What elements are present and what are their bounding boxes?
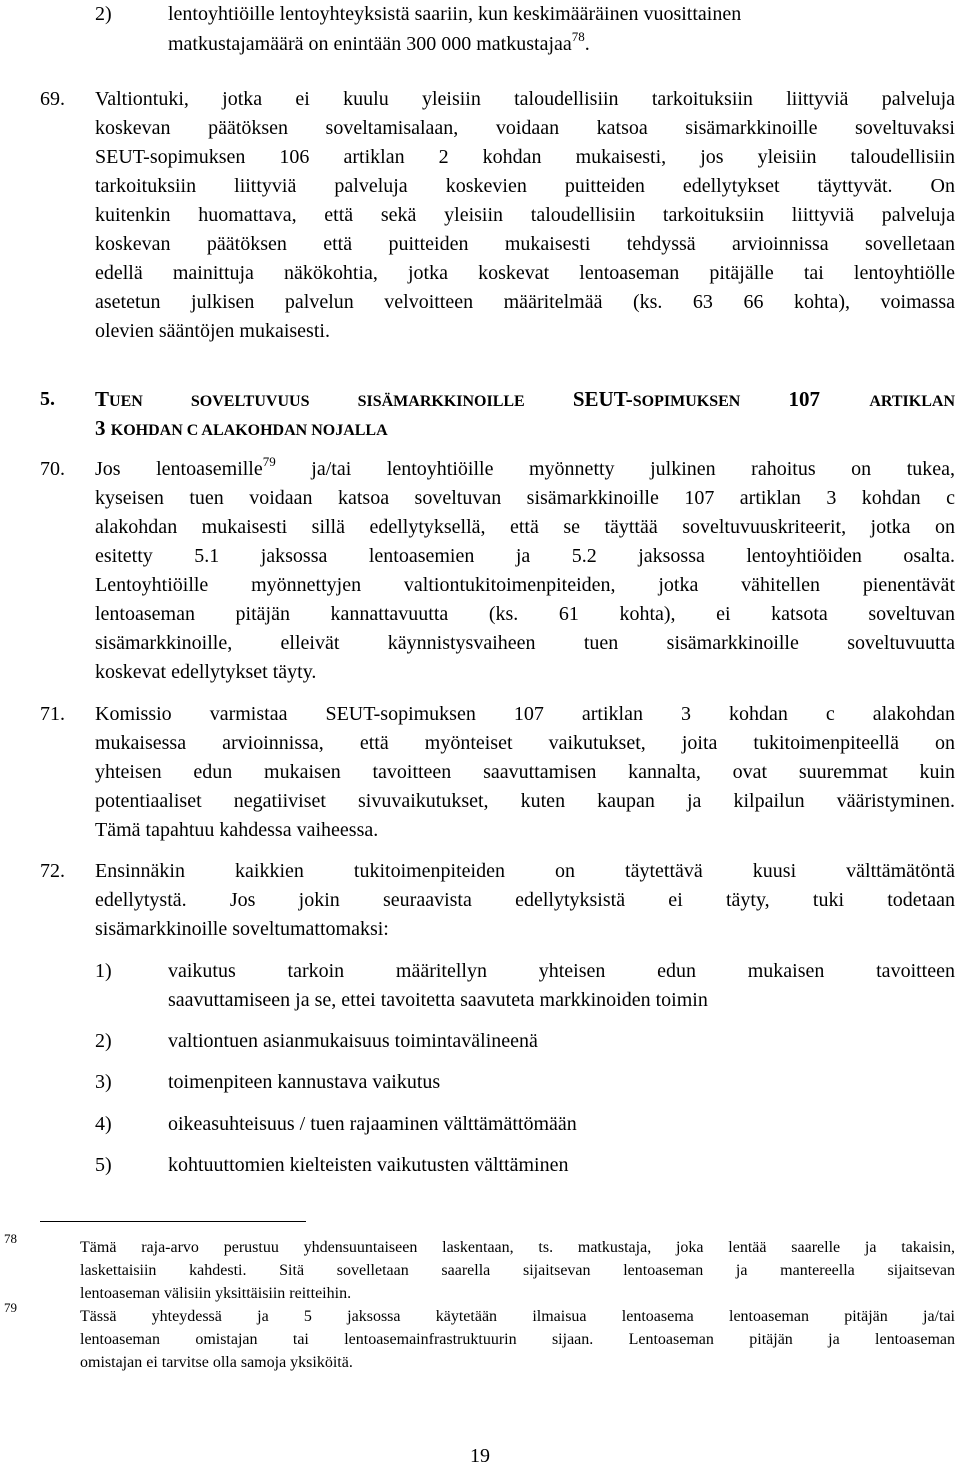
paragraph-number: 72. bbox=[40, 860, 65, 882]
text-run: SOPIMUKSEN bbox=[632, 393, 789, 410]
page-number: 19 bbox=[470, 1445, 490, 1467]
paragraph-line: Komissio varmistaa SEUT-sopimuksen 107 artiklan 3 kohdan c alakohdan bbox=[95, 703, 955, 725]
list-item-text: saavuttamiseen ja se, ettei tavoitetta saavuteta markkinoiden toimin bbox=[168, 989, 708, 1011]
footnote-line: omistajan ei tarvitse olla samoja yksiköitä. bbox=[80, 1354, 353, 1371]
footnote-line: lentoaseman omistajan tai lentoasemainfrastruktuurin sijaan. Lentoaseman pitäjän ja lentoaseman bbox=[80, 1331, 955, 1348]
paragraph-number: 69. bbox=[40, 88, 65, 110]
text-run: KOHDAN C ALAKOHDAN NOJALLA bbox=[110, 422, 388, 439]
text-run: SEUT- bbox=[572, 387, 633, 411]
paragraph-line: kyseisen tuen voidaan katsoa soveltuvan sisämarkkinoille 107 artiklan 3 kohdan c bbox=[95, 487, 955, 509]
text-run: ja/tai lentoyhtiöille myönnetty julkinen rahoitus on tukea, bbox=[275, 458, 955, 480]
paragraph-line: koskevat edellytykset täyty. bbox=[95, 661, 317, 683]
paragraph-line: asetetun julkisen palvelun velvoitteen määritelmää (ks. 63 66 kohta), voimassa bbox=[95, 291, 955, 313]
text-run: ARTIKLAN bbox=[869, 393, 955, 410]
paragraph-line: SEUT-sopimuksen 106 artiklan 2 kohdan mukaisesti, jos yleisiin taloudellisiin bbox=[95, 146, 955, 168]
paragraph-line: edellytystä. Jos jokin seuraavista edellytyksistä ei täyty, tuki todetaan bbox=[95, 889, 955, 911]
text-run: . bbox=[584, 33, 590, 55]
footnote-line: Tässä yhteydessä ja 5 jaksossa käytetään ilmaisua lentoasema lentoaseman pitäjän ja/tai bbox=[80, 1308, 955, 1325]
footnote-number: 79 bbox=[4, 1300, 17, 1315]
list-item-text bbox=[168, 30, 590, 58]
paragraph-line bbox=[95, 455, 955, 483]
footnote-separator bbox=[40, 1221, 306, 1222]
paragraph-line: edellä mainittuja näkökohtia, jotka koskevat lentoaseman pitäjälle tai lentoyhtiölle bbox=[95, 262, 955, 284]
footnote-line: laskettaisiin kahdesti. Sitä sovelletaan saarella sijaitsevan lentoaseman ja mantereella sijaitsevan bbox=[80, 1262, 955, 1279]
paragraph-line: sisämarkkinoille soveltumattomaksi: bbox=[95, 918, 389, 940]
paragraph-line: potentiaaliset negatiiviset sivuvaikutukset, kuten kaupan ja kilpailun vääristyminen. bbox=[95, 790, 955, 812]
paragraph-line: lentoaseman pitäjän kannattavuutta (ks. 61 kohta), ei katsota soveltuvan bbox=[95, 603, 955, 625]
list-number: 2) bbox=[95, 1030, 112, 1052]
list-number: 5) bbox=[95, 1154, 112, 1176]
paragraph-line: mukaisessa arvioinnissa, että myönteiset vaikutukset, joita tukitoimenpiteellä on bbox=[95, 732, 955, 754]
paragraph-line: kuitenkin huomattava, että sekä yleisiin taloudellisiin tarkoituksiin liittyviä palveluja bbox=[95, 204, 955, 226]
section-number: 5. bbox=[40, 388, 55, 410]
list-item-text: valtiontuen asianmukaisuus toimintavälineenä bbox=[168, 1030, 538, 1052]
footnote-line: lentoaseman välisiin yksittäisiin reitteihin. bbox=[80, 1285, 352, 1302]
paragraph-line: Tämä tapahtuu kahdessa vaiheessa. bbox=[95, 819, 379, 841]
paragraph-line: Valtiontuki, jotka ei kuulu yleisiin taloudellisiin tarkoituksiin liittyviä palveluja bbox=[95, 88, 955, 110]
text-run: 3 bbox=[95, 416, 111, 440]
list-item-text: lentoyhtiöille lentoyhteyksistä saariin, kun keskimääräinen vuosittainen bbox=[168, 3, 742, 25]
footnote-number: 78 bbox=[4, 1231, 17, 1246]
paragraph-line: esitetty 5.1 jaksossa lentoasemien ja 5.2 jaksossa lentoyhtiöiden osalta. bbox=[95, 545, 955, 567]
paragraph-line: tarkoituksiin liittyviä palveluja koskevien puitteiden edellytykset täyttyvät. On bbox=[95, 175, 955, 197]
list-number: 4) bbox=[95, 1113, 112, 1135]
list-item-text: vaikutus tarkoin määritellyn yhteisen edun mukaisen tavoitteen bbox=[168, 960, 955, 982]
paragraph-line: yhteisen edun mukaisen tavoitteen saavuttamisen kannalta, ovat suuremmat kuin bbox=[95, 761, 955, 783]
list-number: 2) bbox=[95, 3, 112, 25]
paragraph-line: Ensinnäkin kaikkien tukitoimenpiteiden on täytettävä kuusi välttämätöntä bbox=[95, 860, 955, 882]
paragraph-line: koskevan päätöksen soveltamisalaan, voidaan katsoa sisämarkkinoille soveltuvaksi bbox=[95, 117, 955, 139]
paragraph-line: sisämarkkinoille, elleivät käynnistysvaiheen tuen sisämarkkinoille soveltuvuutta bbox=[95, 632, 955, 654]
paragraph-line: olevien sääntöjen mukaisesti. bbox=[95, 320, 330, 342]
list-number: 3) bbox=[95, 1071, 112, 1093]
footnote-ref: 79 bbox=[262, 455, 276, 469]
text-run: matkustajamäärä on enintään 300 000 matkustajaa bbox=[168, 33, 572, 55]
paragraph-number: 71. bbox=[40, 703, 65, 725]
paragraph-line: Lentoyhtiöille myönnettyjen valtiontukitoimenpiteiden, jotka vähitellen pienentävät bbox=[95, 574, 955, 596]
section-title-line bbox=[95, 414, 388, 445]
footnote-ref: 78 bbox=[571, 29, 585, 44]
list-item-text: kohtuuttomien kielteisten vaikutusten välttäminen bbox=[168, 1154, 569, 1176]
section-title-line bbox=[95, 385, 955, 416]
list-item-text: toimenpiteen kannustava vaikutus bbox=[168, 1071, 441, 1093]
list-item-text: oikeasuhteisuus / tuen rajaaminen välttämättömään bbox=[168, 1113, 577, 1135]
paragraph-line: alakohdan mukaisesti sillä edellytyksellä, että se täyttää soveltuvuuskriteerit, jotka on bbox=[95, 516, 955, 538]
paragraph-line: koskevan päätöksen että puitteiden mukaisesti tehdyssä arvioinnissa sovelletaan bbox=[95, 233, 955, 255]
text-run: 107 bbox=[788, 387, 870, 411]
paragraph-number: 70. bbox=[40, 458, 65, 480]
text-run: UEN SOVELTUVUUS SISÄMARKKINOILLE bbox=[109, 393, 573, 410]
footnote-line: Tämä raja-arvo perustuu yhdensuuntaiseen laskentaan, ts. matkustaja, joka lentää saarelle ja takaisin, bbox=[80, 1239, 955, 1256]
list-number: 1) bbox=[95, 960, 112, 982]
text-run: T bbox=[95, 387, 110, 411]
text-run: Jos lentoasemille bbox=[95, 458, 263, 480]
